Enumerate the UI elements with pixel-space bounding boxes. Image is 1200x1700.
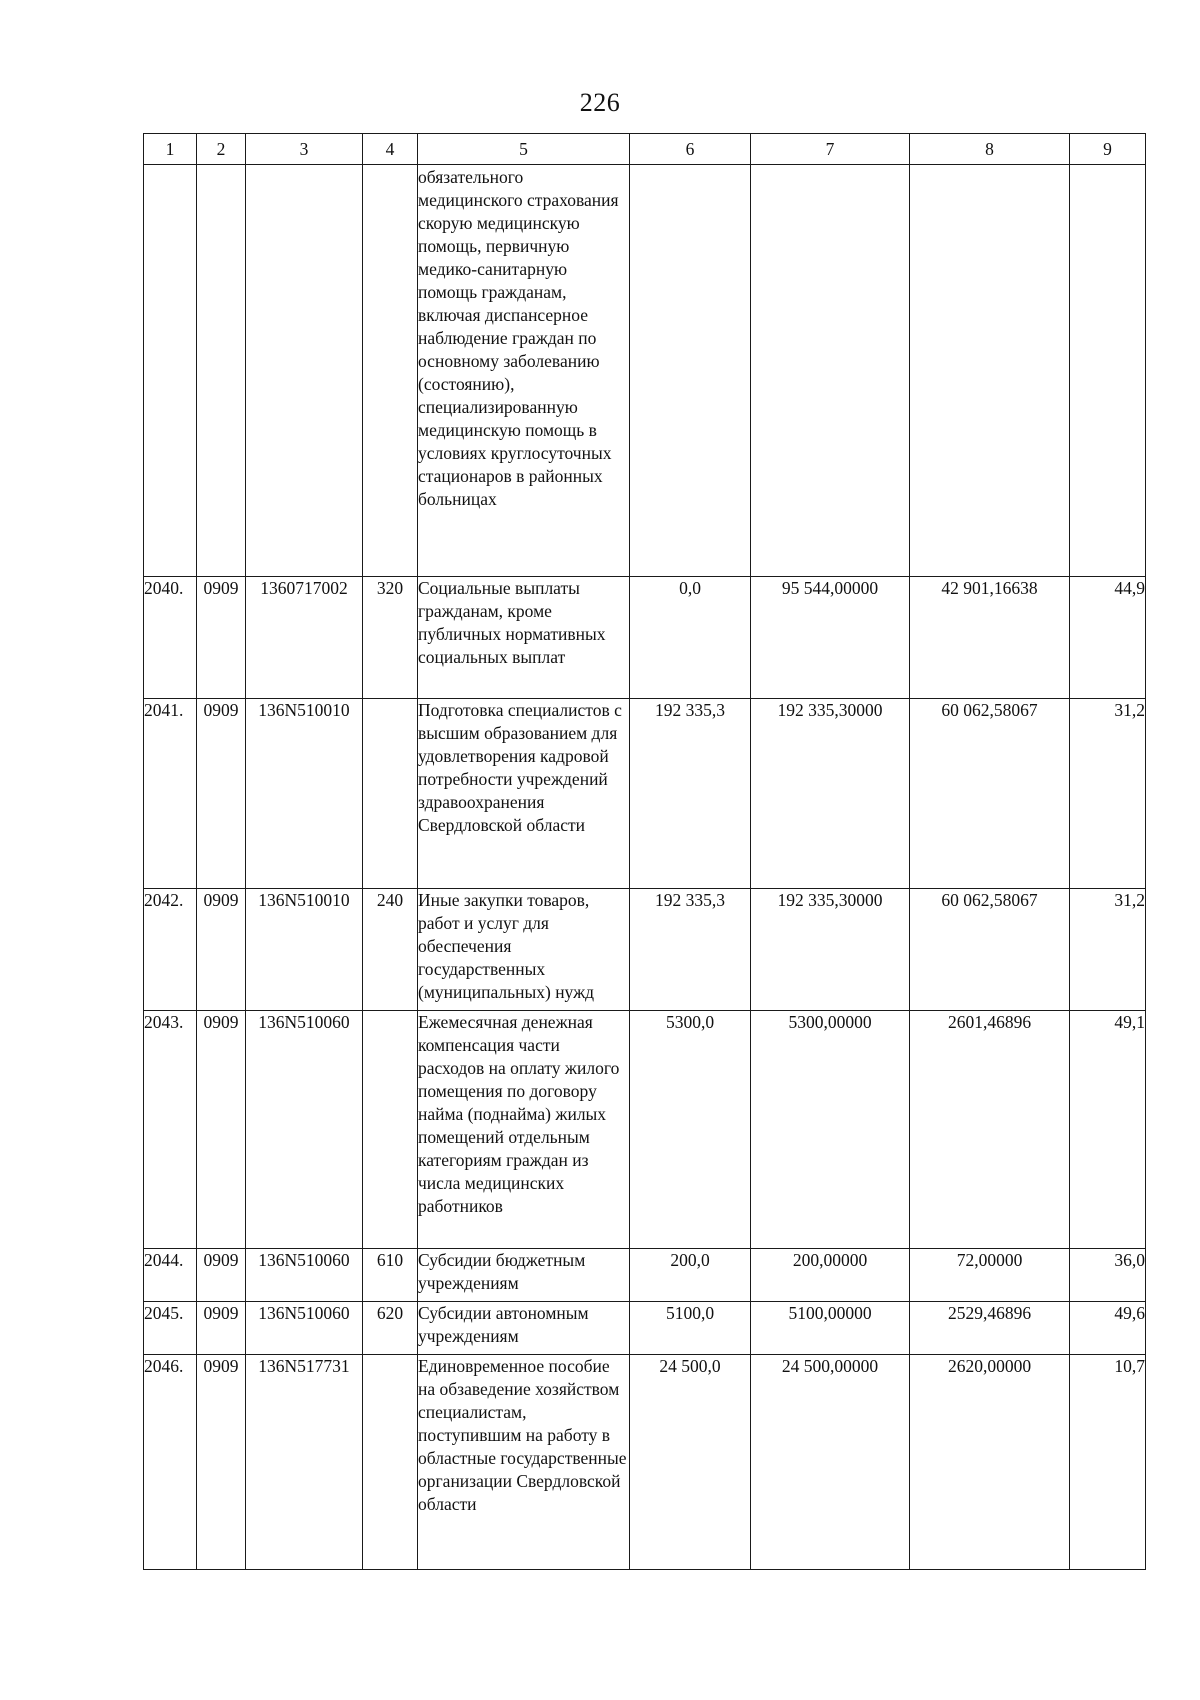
value-col9-cell: 44,9 [1070, 577, 1146, 699]
expense-type-cell: 240 [363, 889, 418, 1011]
value-col9-cell [1070, 165, 1146, 577]
value-col6-cell [630, 165, 751, 577]
value-col7-cell: 5300,00000 [751, 1011, 910, 1249]
value-col7-cell: 24 500,00000 [751, 1355, 910, 1570]
target-code-cell: 136N510010 [246, 699, 363, 889]
value-col8-cell: 72,00000 [910, 1249, 1070, 1302]
value-col9-cell: 49,6 [1070, 1302, 1146, 1355]
item-name-cell: Субсидии автономным учреждениям [418, 1302, 630, 1355]
section-code-cell: 0909 [197, 577, 246, 699]
value-col6-cell: 200,0 [630, 1249, 751, 1302]
value-col9-cell: 31,2 [1070, 889, 1146, 1011]
expense-type-cell [363, 165, 418, 577]
row-number-cell: 2043. [144, 1011, 197, 1249]
value-col9-cell: 10,7 [1070, 1355, 1146, 1570]
col-header: 4 [363, 134, 418, 165]
value-col8-cell: 2620,00000 [910, 1355, 1070, 1570]
value-col6-cell: 5300,0 [630, 1011, 751, 1249]
col-header: 7 [751, 134, 910, 165]
value-col7-cell: 5100,00000 [751, 1302, 910, 1355]
row-number-cell: 2046. [144, 1355, 197, 1570]
value-col6-cell: 5100,0 [630, 1302, 751, 1355]
value-col9-cell: 49,1 [1070, 1011, 1146, 1249]
section-code-cell: 0909 [197, 1011, 246, 1249]
value-col7-cell: 192 335,30000 [751, 699, 910, 889]
row-number-cell: 2042. [144, 889, 197, 1011]
section-code-cell [197, 165, 246, 577]
budget-table [143, 133, 1146, 1570]
value-col7-cell: 200,00000 [751, 1249, 910, 1302]
value-col8-cell: 2601,46896 [910, 1011, 1070, 1249]
target-code-cell [246, 165, 363, 577]
col-header: 2 [197, 134, 246, 165]
table-row [144, 577, 1146, 699]
item-name-cell: обязательного медицинского страхования скорую медицинскую помощь, первичную медико-санитарную помощь гражданам, включая диспансерное наблюдение граждан по основному заболеванию (состоянию), специализированную медицинскую помощь в условиях круглосуточных стационаров в районных больницах [418, 165, 630, 577]
expense-type-cell: 620 [363, 1302, 418, 1355]
item-name-cell: Иные закупки товаров, работ и услуг для обеспечения государственных (муниципальных) нужд [418, 889, 630, 1011]
target-code-cell: 136N510060 [246, 1302, 363, 1355]
row-number-cell: 2040. [144, 577, 197, 699]
section-code-cell: 0909 [197, 889, 246, 1011]
table-row [144, 1249, 1146, 1302]
value-col6-cell: 24 500,0 [630, 1355, 751, 1570]
header-row [144, 134, 1146, 165]
expense-type-cell [363, 1355, 418, 1570]
target-code-cell: 136N510060 [246, 1011, 363, 1249]
expense-type-cell: 610 [363, 1249, 418, 1302]
value-col7-cell: 192 335,30000 [751, 889, 910, 1011]
table-row [144, 1302, 1146, 1355]
col-header: 6 [630, 134, 751, 165]
col-header: 9 [1070, 134, 1146, 165]
value-col8-cell [910, 165, 1070, 577]
expense-type-cell: 320 [363, 577, 418, 699]
table-row [144, 889, 1146, 1011]
target-code-cell: 136N517731 [246, 1355, 363, 1570]
col-header: 3 [246, 134, 363, 165]
target-code-cell: 136N510060 [246, 1249, 363, 1302]
item-name-cell: Единовременное пособие на обзаведение хозяйством специалистам, поступившим на работу в областные государственные организации Свердловской области [418, 1355, 630, 1570]
value-col6-cell: 192 335,3 [630, 699, 751, 889]
value-col8-cell: 2529,46896 [910, 1302, 1070, 1355]
table-row [144, 165, 1146, 577]
col-header: 1 [144, 134, 197, 165]
col-header: 5 [418, 134, 630, 165]
value-col8-cell: 60 062,58067 [910, 889, 1070, 1011]
item-name-cell: Социальные выплаты гражданам, кроме публичных нормативных социальных выплат [418, 577, 630, 699]
value-col6-cell: 0,0 [630, 577, 751, 699]
value-col7-cell: 95 544,00000 [751, 577, 910, 699]
item-name-cell: Субсидии бюджетным учреждениям [418, 1249, 630, 1302]
section-code-cell: 0909 [197, 1249, 246, 1302]
item-name-cell: Ежемесячная денежная компенсация части расходов на оплату жилого помещения по договору найма (поднайма) жилых помещений отдельным категориям граждан из числа медицинских работников [418, 1011, 630, 1249]
value-col9-cell: 31,2 [1070, 699, 1146, 889]
col-header: 8 [910, 134, 1070, 165]
value-col9-cell: 36,0 [1070, 1249, 1146, 1302]
section-code-cell: 0909 [197, 699, 246, 889]
target-code-cell: 1360717002 [246, 577, 363, 699]
row-number-cell: 2044. [144, 1249, 197, 1302]
section-code-cell: 0909 [197, 1302, 246, 1355]
section-code-cell: 0909 [197, 1355, 246, 1570]
target-code-cell: 136N510010 [246, 889, 363, 1011]
row-number-cell [144, 165, 197, 577]
table-row [144, 1011, 1146, 1249]
table-row [144, 1355, 1146, 1570]
expense-type-cell [363, 699, 418, 889]
expense-type-cell [363, 1011, 418, 1249]
value-col8-cell: 42 901,16638 [910, 577, 1070, 699]
value-col7-cell [751, 165, 910, 577]
value-col6-cell: 192 335,3 [630, 889, 751, 1011]
table-row [144, 699, 1146, 889]
item-name-cell: Подготовка специалистов с высшим образованием для удовлетворения кадровой потребности учреждений здравоохранения Свердловской области [418, 699, 630, 889]
row-number-cell: 2045. [144, 1302, 197, 1355]
row-number-cell: 2041. [144, 699, 197, 889]
value-col8-cell: 60 062,58067 [910, 699, 1070, 889]
page-number: 226 [579, 88, 621, 117]
